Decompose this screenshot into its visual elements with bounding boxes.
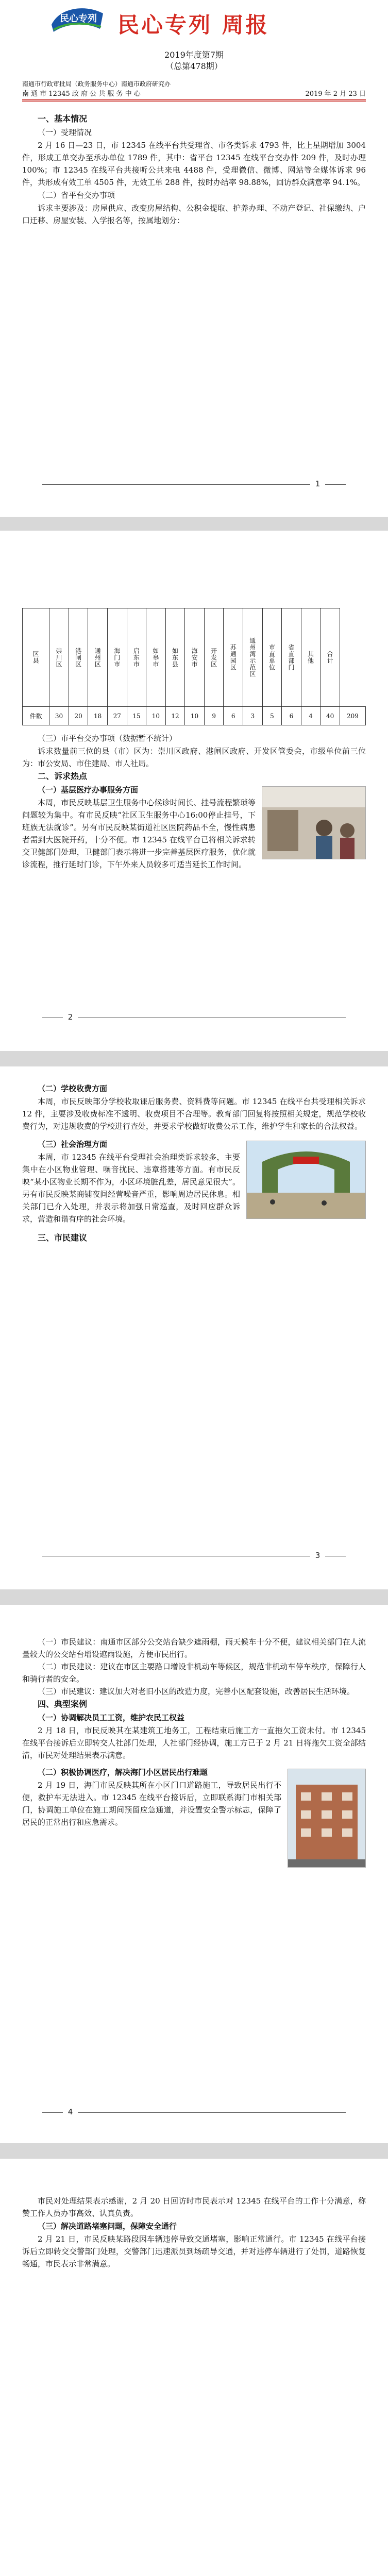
table-cell: 件数 xyxy=(23,707,49,725)
org-line: 南通市行政审批局（政务服务中心）南通市政府研究办 xyxy=(22,80,171,88)
table-cell: 40 xyxy=(320,707,340,725)
table-cell: 4 xyxy=(301,707,320,725)
page-number: 2 xyxy=(0,1012,388,1022)
table-cell: 3 xyxy=(243,707,263,725)
section-heading: 四、典型案例 xyxy=(38,1699,88,1709)
table-cell: 5 xyxy=(262,707,282,725)
table-header: 其他 xyxy=(301,608,320,707)
table-header: 苏通园区 xyxy=(224,608,243,707)
page-3 xyxy=(0,1066,388,1589)
table-header: 港闸区 xyxy=(69,608,88,707)
table-cell: 10 xyxy=(146,707,166,725)
section-heading: 二、诉求热点 xyxy=(38,771,88,781)
issue-total: （总第478期） xyxy=(165,61,223,71)
subsection-heading: （二）省平台交办事项 xyxy=(38,191,115,200)
issue-number: 2019年度第7期 xyxy=(164,50,224,60)
table-cell: 6 xyxy=(224,707,243,725)
paragraph: 2 月 18 日，市民反映其在某建筑工地务工，工程结束后施工方一直拖欠工资未付。市 12345 在线平台接诉后立即转交人社部门处理，人社部门经协调，施工方已于 2 月 21 日将拖欠工资全部结清，市民对处理结果表示满意。 xyxy=(22,1726,366,1760)
table-cell: 10 xyxy=(185,707,205,725)
table-row xyxy=(23,707,366,725)
subsection-heading: （一）受理情况 xyxy=(38,128,92,137)
table-header: 海安市 xyxy=(185,608,205,707)
table-header: 崇川区 xyxy=(49,608,69,707)
table-header: 通州区 xyxy=(88,608,108,707)
masthead-title: 民心专列 周报 xyxy=(117,12,269,38)
issue-date: 2019 年 2 月 23 日 xyxy=(305,90,366,98)
paragraph: 市民对处理结果表示感谢，2 月 20 日回访时市民表示对 12345 在线平台的工作十分满意，称赞工作人员办事高效、认真负责。 xyxy=(22,2196,366,2218)
paragraph: 本周，市 12345 在线平台受理社会治理类诉求较多，主要集中在小区物业管理、噪音扰民、违章搭建等方面。有市民反映“某小区物业长期不作为，小区环境脏乱差，居民意见很大”。另有市民反映某商铺夜间经营噪音严重，影响周边居民休息。相关部门已介入处理，并表示将加强日常巡查，及时回应群众诉求，营造和谐有序的社会环境。 xyxy=(22,1153,240,1224)
page-2 xyxy=(0,531,388,1051)
table-cell: 18 xyxy=(88,707,108,725)
stats-table xyxy=(22,608,366,725)
page-5 xyxy=(0,2159,388,2576)
table-header: 区县 xyxy=(23,608,49,707)
table-header: 合计 xyxy=(320,608,340,707)
paragraph: 诉求数量前三位的县（市）区为：崇川区政府、港闸区政府、开发区管委会，市级单位前三位为：市公安局、市住建局、市人社局。 xyxy=(22,747,366,768)
paragraph: 2 月 19 日，海门市民反映其所在小区门口道路施工，导致居民出行不便，救护车无法进入。市 12345 在线平台接诉后，立即联系海门市相关部门，协调施工单位在施工期间预留应急通道，并设置安全警示标志，保障了居民的正常出行和应急需求。 xyxy=(22,1781,281,1827)
page-number: 4 xyxy=(0,2107,388,2116)
sender-line xyxy=(22,88,366,100)
subsection-heading: （二）学校收费方面 xyxy=(38,1084,108,1093)
table-header: 通州湾示范区 xyxy=(243,608,263,707)
table-cell: 30 xyxy=(49,707,69,725)
subsection-heading: （二）积极协调医疗，解决海门小区居民出行难题 xyxy=(38,1768,208,1777)
subsection-heading: （三）社会治理方面 xyxy=(38,1140,108,1149)
page-number: 1 xyxy=(0,479,388,488)
table-header: 开发区 xyxy=(204,608,224,707)
paragraph: 本周，市民反映基层卫生服务中心候诊时间长、挂号流程繁琐等问题较为集中。有市民反映“社区卫生服务中心16:00停止挂号，下班族无法就诊”。另有市民反映某街道社区医院药品不全，慢性病患者需到大医院开药，十分不便。市 12345 在线平台已将相关诉求转交卫健部门处理，卫健部门表示将进一步完善基层医疗服务，优化就诊流程，推行延时门诊，下午外来人员较多可适当延长工作时间。 xyxy=(22,798,256,869)
table-header: 海门市 xyxy=(107,608,127,707)
paragraph: （三）市民建议：建议加大对老旧小区的改造力度，完善小区配套设施，改善居民生活环境。 xyxy=(38,1687,355,1696)
table-header-row xyxy=(23,608,366,707)
paragraph: 本周，市民反映部分学校收取课后服务费、资料费等问题。市 12345 在线平台共受理相关诉求 12 件，主要涉及收费标准不透明、收费项目不合理等。教育部门回复将按照相关规定，规范学校收费行为，对违规收费的学校进行查处，并要求学校做好收费公示工作，维护学生和家长的合法权益。 xyxy=(22,1097,366,1131)
subsection-heading: （一）协调解决员工工资，维护农民工权益 xyxy=(38,1713,185,1722)
table-cell: 209 xyxy=(340,707,365,725)
table-header: 市直单位 xyxy=(262,608,282,707)
section-heading: 一、基本情况 xyxy=(38,114,88,124)
page-4 xyxy=(0,1605,388,2143)
table-header: 启东市 xyxy=(127,608,146,707)
hospital-photo xyxy=(262,786,366,859)
paragraph: 诉求主要涉及：房屋供应、改变房屋结构、公积金提取、护养办理、不动产登记、社保缴纳、户口迁移、房屋安装、入学报名等，按属地划分： xyxy=(22,204,366,225)
subsection-heading: （一）基层医疗办事服务方面 xyxy=(38,785,139,794)
page-number: 3 xyxy=(0,1551,388,1560)
paragraph: 2 月 16 日—23 日，市 12345 在线平台共受理省、市各类诉求 4793 件，比上星期增加 3004 件，形成工单交办至承办单位 1789 件，其中：省平台 12345 在线平台交办件 209 件，及时办理 100%；市 12345 在线平台共接听公共来电 4488 件，受理微信、微博、网站等全媒体诉求 96 件，共形成有效工单 4505 件，无效工单 288 件，按时办结率 98.88%，回访群众满意率 94.1%。 xyxy=(22,141,366,187)
subsection-heading: （三）市平台交办事项（数据暂不统计） xyxy=(38,734,177,743)
table-header: 如皋市 xyxy=(146,608,166,707)
park-gate-photo xyxy=(246,1141,366,1219)
page-1 xyxy=(0,0,388,517)
table-header: 如东县 xyxy=(165,608,185,707)
masthead xyxy=(0,0,388,49)
table-cell: 20 xyxy=(69,707,88,725)
paragraph: 2 月 21 日，市民反映某路段因车辆违停导致交通堵塞，影响正常通行。市 12345 在线平台接诉后立即转交交警部门处理，交警部门迅速派员到场疏导交通，并对违停车辆进行了处罚，道路恢复畅通，市民表示非常满意。 xyxy=(22,2234,366,2268)
table-cell: 9 xyxy=(204,707,224,725)
logo-text: 民心专列 xyxy=(60,13,97,24)
paragraph: （一）市民建议：南通市区部分公交站台缺少遮雨棚，雨天候车十分不便，建议相关部门在人流量较大的公交站台增设遮雨设施，方便市民出行。 xyxy=(22,1637,366,1659)
paragraph: （二）市民建议：建议在市区主要路口增设非机动车等候区，规范非机动车停车秩序，保障行人和骑行者的安全。 xyxy=(22,1662,366,1684)
subsection-heading: （三）解决道路堵塞问题，保障安全通行 xyxy=(38,2222,177,2231)
table-cell: 27 xyxy=(107,707,127,725)
sender: 南 通 市 12345 政 府 公 共 服 务 中 心 xyxy=(22,90,141,98)
table-header: 省直部门 xyxy=(282,608,301,707)
table-cell: 12 xyxy=(165,707,185,725)
table-cell: 15 xyxy=(127,707,146,725)
section-heading: 三、市民建议 xyxy=(38,1233,88,1243)
building-photo xyxy=(288,1769,366,1868)
table-cell: 6 xyxy=(282,707,301,725)
logo-badge-icon xyxy=(49,4,105,33)
